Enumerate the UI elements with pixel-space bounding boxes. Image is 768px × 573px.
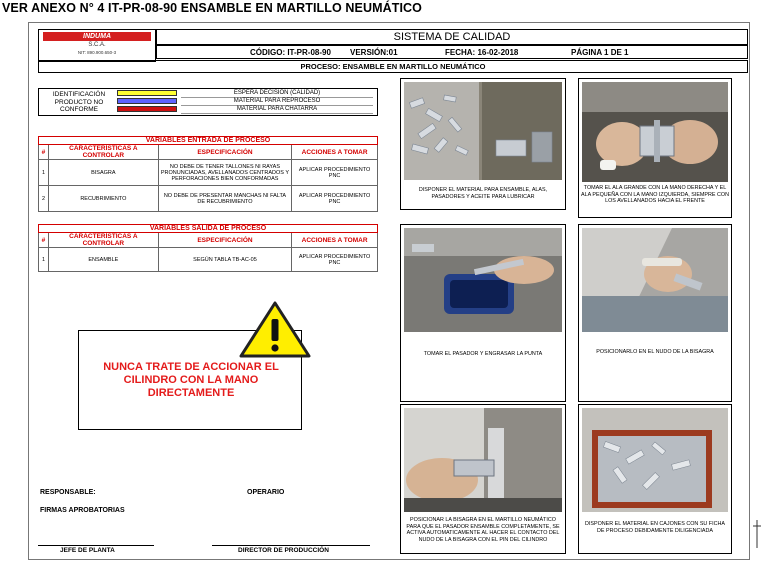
step-6-caption: DISPONER EL MATERIAL EN CAJONES CON SU FICHA DE PROCESO DEBIDAMENTE DILIGENCIADA <box>585 521 725 534</box>
company-logo <box>38 29 156 62</box>
step-4-photo <box>582 228 728 332</box>
entry-header-actions: ACCIONES A TOMAR <box>292 145 378 160</box>
entry-row1-action: APLICAR PROCEDIMIENTO PNC <box>292 160 378 186</box>
exit-header-specification: ESPECIFICACIÓN <box>158 233 292 248</box>
pin-marker-icon <box>752 520 762 548</box>
entry-header-specification: ESPECIFICACIÓN <box>158 145 292 160</box>
plant-chief-label: JEFE DE PLANTA <box>60 547 115 554</box>
system-title: SISTEMA DE CALIDAD <box>156 29 748 45</box>
exit-row1-num: 1 <box>39 248 49 272</box>
step-3-caption: TOMAR EL PASADOR Y ENGRASAR LA PUNTA <box>423 351 543 357</box>
table-row <box>39 248 378 272</box>
production-director-label: DIRECTOR DE PRODUCCIÓN <box>238 547 329 554</box>
director-signature-line <box>212 545 370 546</box>
step-1-card <box>400 78 566 210</box>
step-2-caption: TOMAR EL ALA GRANDE CON LA MANO DERECHA Y EL ALA PEQUEÑA CON LA MANO IZQUIERDA, SIEMPRE CON LOS AVELLANADOS HACIA EL FRENTE <box>581 185 729 204</box>
entry-variables-table <box>38 136 378 212</box>
table-row <box>39 160 378 186</box>
legend-text-yellow: ESPERA DECISIÓN (CALIDAD) <box>181 90 373 98</box>
legend-text-red: MATERIAL PARA CHATARRA <box>181 106 373 114</box>
step-1-photo <box>404 82 562 180</box>
step-1-caption: DISPONER EL MATERIAL PARA ENSAMBLE, ALAS, PASADORES Y ACEITE PARA LUBRICAR <box>418 187 548 200</box>
document-version: VERSIÓN:01 <box>350 48 398 57</box>
legend-text-blue: MATERIAL PARA REPROCESO <box>181 98 373 106</box>
company-logo-sub: S.C.A. <box>88 42 106 48</box>
warning-triangle-icon <box>238 300 312 360</box>
table-row <box>39 186 378 212</box>
exit-table-caption: VARIABLES SALIDA DE PROCESO <box>39 225 378 233</box>
document-info-row <box>156 45 748 59</box>
step-6-photo <box>582 408 728 512</box>
entry-table-caption: VARIABLES ENTRADA DE PROCESO <box>39 137 378 145</box>
plant-chief-signature-line <box>38 545 154 546</box>
legend-swatch-blue <box>117 98 177 104</box>
step-2-card <box>578 78 732 218</box>
document-code: CÓDIGO: IT-PR-08-90 <box>250 48 331 57</box>
approvals-label: FIRMAS APROBATORIAS <box>40 507 125 514</box>
exit-row1-characteristic: ENSAMBLE <box>48 248 158 272</box>
entry-row1-characteristic: BISAGRA <box>48 160 158 186</box>
exit-header-actions: ACCIONES A TOMAR <box>292 233 378 248</box>
operator-label: OPERARIO <box>247 489 285 496</box>
step-4-caption: POSICIONARLO EN EL NUDO DE LA BISAGRA <box>596 349 714 355</box>
exit-row1-specification: SEGÚN TABLA TB-AC-05 <box>158 248 292 272</box>
exit-row1-action: APLICAR PROCEDIMIENTO PNC <box>292 248 378 272</box>
legend-label: IDENTIFICACIÓN PRODUCTO NO CONFORME <box>52 91 106 113</box>
entry-header-characteristics: CARACTERÍSTICAS A CONTROLAR <box>48 145 158 160</box>
legend-swatch-red <box>117 106 177 112</box>
legend-swatch-yellow <box>117 90 177 96</box>
step-2-photo <box>582 82 728 182</box>
document-date: FECHA: 16-02-2018 <box>445 48 519 57</box>
entry-row1-num: 1 <box>39 160 49 186</box>
entry-row2-action: APLICAR PROCEDIMIENTO PNC <box>292 186 378 212</box>
step-5-photo <box>404 408 562 512</box>
entry-row2-specification: NO DEBE DE PRESENTAR MANCHAS NI FALTA DE RECUBRIMIENTO <box>158 186 292 212</box>
exit-header-num: # <box>39 233 49 248</box>
company-logo-name: INDUMA <box>43 32 151 41</box>
document-title: VER ANEXO N° 4 IT-PR-08-90 ENSAMBLE EN MARTILLO NEUMÁTICO <box>2 1 422 15</box>
entry-row2-num: 2 <box>39 186 49 212</box>
step-3-photo <box>404 228 562 332</box>
entry-row1-specification: NO DEBE DE TENER TALLONES NI RAYAS PRONUNCIADAS, AVELLANADOS CENTRADOS Y PERFORACIONES BIEN CONFORMADAS <box>158 160 292 186</box>
safety-warning-text: NUNCA TRATE DE ACCIONAR EL CILINDRO CON LA MANO DIRECTAMENTE <box>103 361 279 399</box>
responsible-label: RESPONSABLE: <box>40 489 96 496</box>
step-6-card <box>578 404 732 554</box>
document-page: PÁGINA 1 DE 1 <box>571 48 629 57</box>
process-title: PROCESO: ENSAMBLE EN MARTILLO NEUMÁTICO <box>38 60 748 73</box>
step-3-card <box>400 224 566 402</box>
step-4-card <box>578 224 732 402</box>
step-5-card <box>400 404 566 554</box>
entry-header-num: # <box>39 145 49 160</box>
exit-header-characteristics: CARACTERÍSTICAS A CONTROLAR <box>48 233 158 248</box>
nonconforming-legend <box>38 88 378 116</box>
step-5-caption: POSICIONAR LA BISAGRA EN EL MARTILLO NEUMÁTICO PARA QUE EL PASADOR ENSAMBLE COMPLETAMENTE, SE ACTIVA AUTOMATICAMENTE AL HACER EL CONTACTO DEL NUDO DE LA BISAGRA CON EL PIN DEL CILINDRO <box>406 517 560 543</box>
exit-variables-table <box>38 224 378 272</box>
company-nit: NIT: 890.900.650-3 <box>77 50 117 55</box>
entry-row2-characteristic: RECUBRIMIENTO <box>48 186 158 212</box>
